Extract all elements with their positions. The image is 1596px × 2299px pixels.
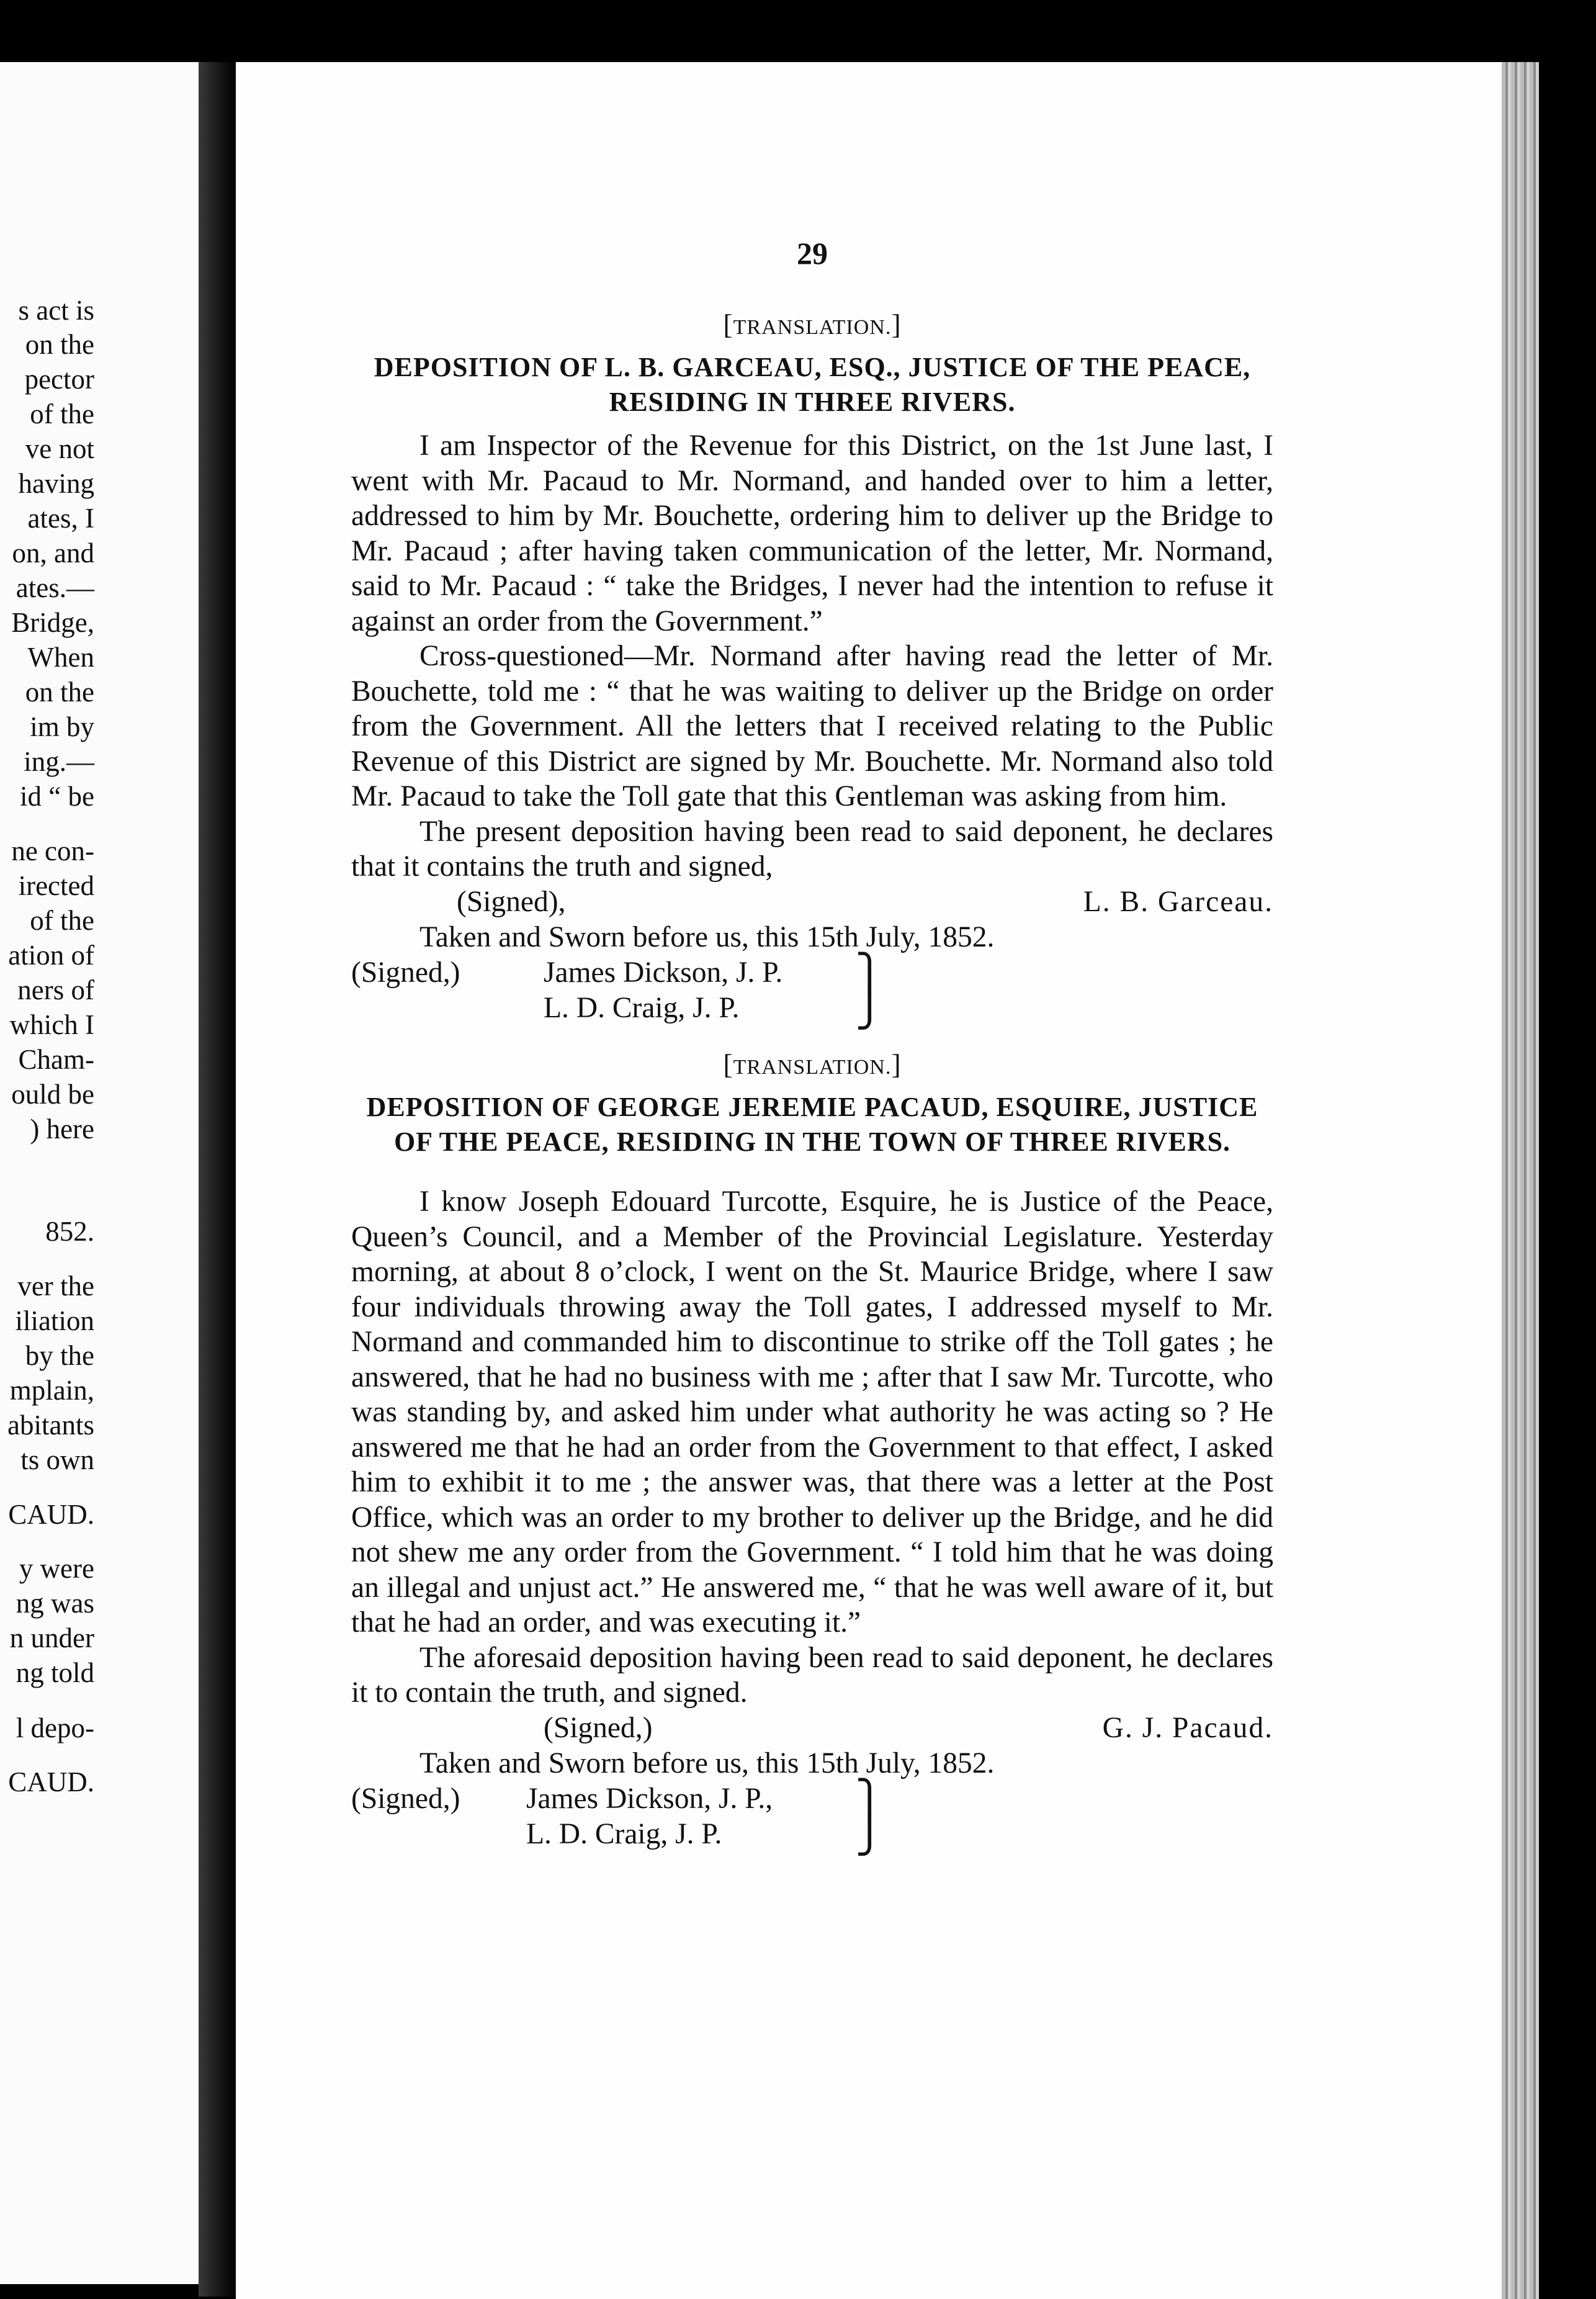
left-page-line: ve not [25, 433, 94, 464]
left-page-line: by the [25, 1340, 94, 1371]
left-page-line: of the [30, 398, 94, 430]
signed-label: (Signed,) [351, 1782, 460, 1815]
justices-line [351, 986, 1273, 1029]
page-content [351, 236, 1273, 1855]
sworn-line: Taken and Sworn before us, this 15th July, 1852. [419, 920, 995, 953]
left-page-line: n under [9, 1622, 94, 1653]
justices-line [351, 953, 1273, 996]
brace-mark: ⎫ [855, 953, 884, 996]
left-page-line: im by [30, 711, 94, 742]
deposition-paragraph: I know Joseph Edouard Turcotte, Esquire, he is Justice of the Peace, Queen’s Council, and a Member of the Provincial Legislature. Yesterday morning, at about 8 o’clock, I went on the St. Maurice Bridge, where I saw four individuals throwing away the Toll gates, I addressed myself to Mr. Normand and commanded him to discontinue to strike off the Toll gates ; he answered, that he had no business with me ; after that I saw Mr. Turcotte, who was standing by, and asked him under what authority he was acting so ? He answered me that he had an order from the Government to that effect, I asked him to exhibit it to me ; the answer was, that there was a letter at the Post Office, which was an order to my brother to deliver up the Bridge, and he did not shew me any order from the Government. “ I told him that he was doing an illegal and unjust act.” He answered me, “ that he was well aware of it, but that he had an order, and was executing it.” [351, 1185, 1273, 1639]
page-number: 29 [797, 236, 828, 271]
left-page-line: ng was [16, 1588, 94, 1619]
left-page-line: ng told [16, 1657, 94, 1688]
signed-label: (Signed,) [544, 1711, 653, 1744]
left-page-line: mplain, [9, 1375, 94, 1406]
left-page-line: ould be [11, 1079, 94, 1110]
signed-label: (Signed,) [351, 956, 460, 989]
justice-name: James Dickson, J. P. [544, 956, 783, 989]
left-page-line: ates.— [16, 572, 94, 603]
left-page-line: ners of [17, 974, 94, 1006]
left-page-line: id “ be [20, 781, 94, 812]
book-gutter [199, 62, 236, 2297]
left-page-line: ts own [20, 1444, 94, 1475]
left-page-line: ver the [17, 1271, 94, 1302]
justice-name: James Dickson, J. P., [526, 1782, 773, 1815]
left-page-line: which I [9, 1009, 94, 1040]
left-page-line: CAUD. [8, 1499, 94, 1530]
justice-name: L. D. Craig, J. P. [526, 1817, 722, 1850]
signature-line [351, 1711, 1273, 1746]
left-page-line: y were [19, 1553, 94, 1584]
left-page-line: CAUD. [8, 1766, 94, 1797]
brace-mark: ⎭ [855, 986, 884, 1029]
justices-line [351, 1779, 1273, 1822]
left-page-line: on the [25, 677, 94, 708]
deposition-paragraph: The aforesaid deposition having been read to said deponent, he declares it to contain the truth, and signed. [351, 1641, 1273, 1709]
signature-line [351, 884, 1273, 920]
deposition-paragraph: I am Inspector of the Revenue for this District, on the 1st June last, I went with Mr. Pacaud to Mr. Normand, and handed over to him a letter, addressed to him by Mr. Bouchette, ordering him to deliver up the Bridge to Mr. Pacaud ; after having taken communication of the letter, Mr. Normand, said to Mr. Pacaud : “ take the Bridges, I never had the intention to refuse it against an order from the Government.” [351, 430, 1273, 637]
justices-line [351, 1812, 1273, 1855]
sworn-line: Taken and Sworn before us, this 15th July, 1852. [419, 1747, 995, 1779]
deposition-heading: DEPOSITION OF L. B. GARCEAU, ESQ., JUSTICE OF THE PEACE, RESIDING IN THREE RIVERS. [374, 352, 1251, 417]
left-page-line: ing.— [24, 746, 94, 777]
left-page-line: ation of [8, 940, 94, 971]
translation-label: [TRANSLATION.] [723, 1048, 902, 1080]
left-page-line: abitants [7, 1410, 94, 1441]
left-page-line: of the [30, 905, 94, 936]
left-page-line: ne con- [11, 835, 94, 866]
left-page-line: ates, I [27, 503, 94, 534]
left-page-line: s act is [18, 295, 94, 326]
left-page-line: 852. [45, 1216, 94, 1247]
left-page-line: ) here [30, 1114, 94, 1145]
signer-name: G. J. Pacaud. [1102, 1711, 1273, 1744]
brace-mark: ⎫ [855, 1779, 884, 1822]
deposition-paragraph: Cross-questioned—Mr. Normand after having read the letter of Mr. Bouchette, told me : “ that he was waiting to deliver up the Bridge on order from the Government. All the letters that I received relating to the Public Revenue of this District are signed by Mr. Bouchette. Mr. Normand also told Mr. Pacaud to take the Toll gate that this Gentleman was asking from him. [351, 640, 1273, 812]
left-page-line: Bridge, [11, 607, 94, 638]
left-page-line: on the [25, 329, 94, 360]
left-page-line: on, and [12, 538, 94, 569]
left-page-line: When [27, 642, 94, 673]
left-page-line: l depo- [16, 1712, 94, 1743]
justice-name: L. D. Craig, J. P. [544, 991, 740, 1024]
left-page-line: pector [24, 364, 94, 395]
translation-label: [TRANSLATION.] [723, 308, 902, 340]
page-edges [1502, 62, 1539, 2299]
left-page-line: Cham- [18, 1044, 94, 1075]
left-page-line: irected [18, 870, 94, 901]
left-page-line: having [18, 468, 94, 499]
signed-label: (Signed), [457, 885, 566, 918]
deposition-paragraph: The present deposition having been read to said deponent, he declares that it contains the truth and signed, [351, 815, 1273, 883]
deposition-heading: DEPOSITION OF GEORGE JEREMIE PACAUD, ESQUIRE, JUSTICE OF THE PEACE, RESIDING IN THE TOWN OF THREE RIVERS. [366, 1092, 1258, 1157]
left-page-line: iliation [15, 1305, 94, 1336]
brace-mark: ⎭ [855, 1812, 884, 1855]
signer-name: L. B. Garceau. [1083, 885, 1273, 918]
